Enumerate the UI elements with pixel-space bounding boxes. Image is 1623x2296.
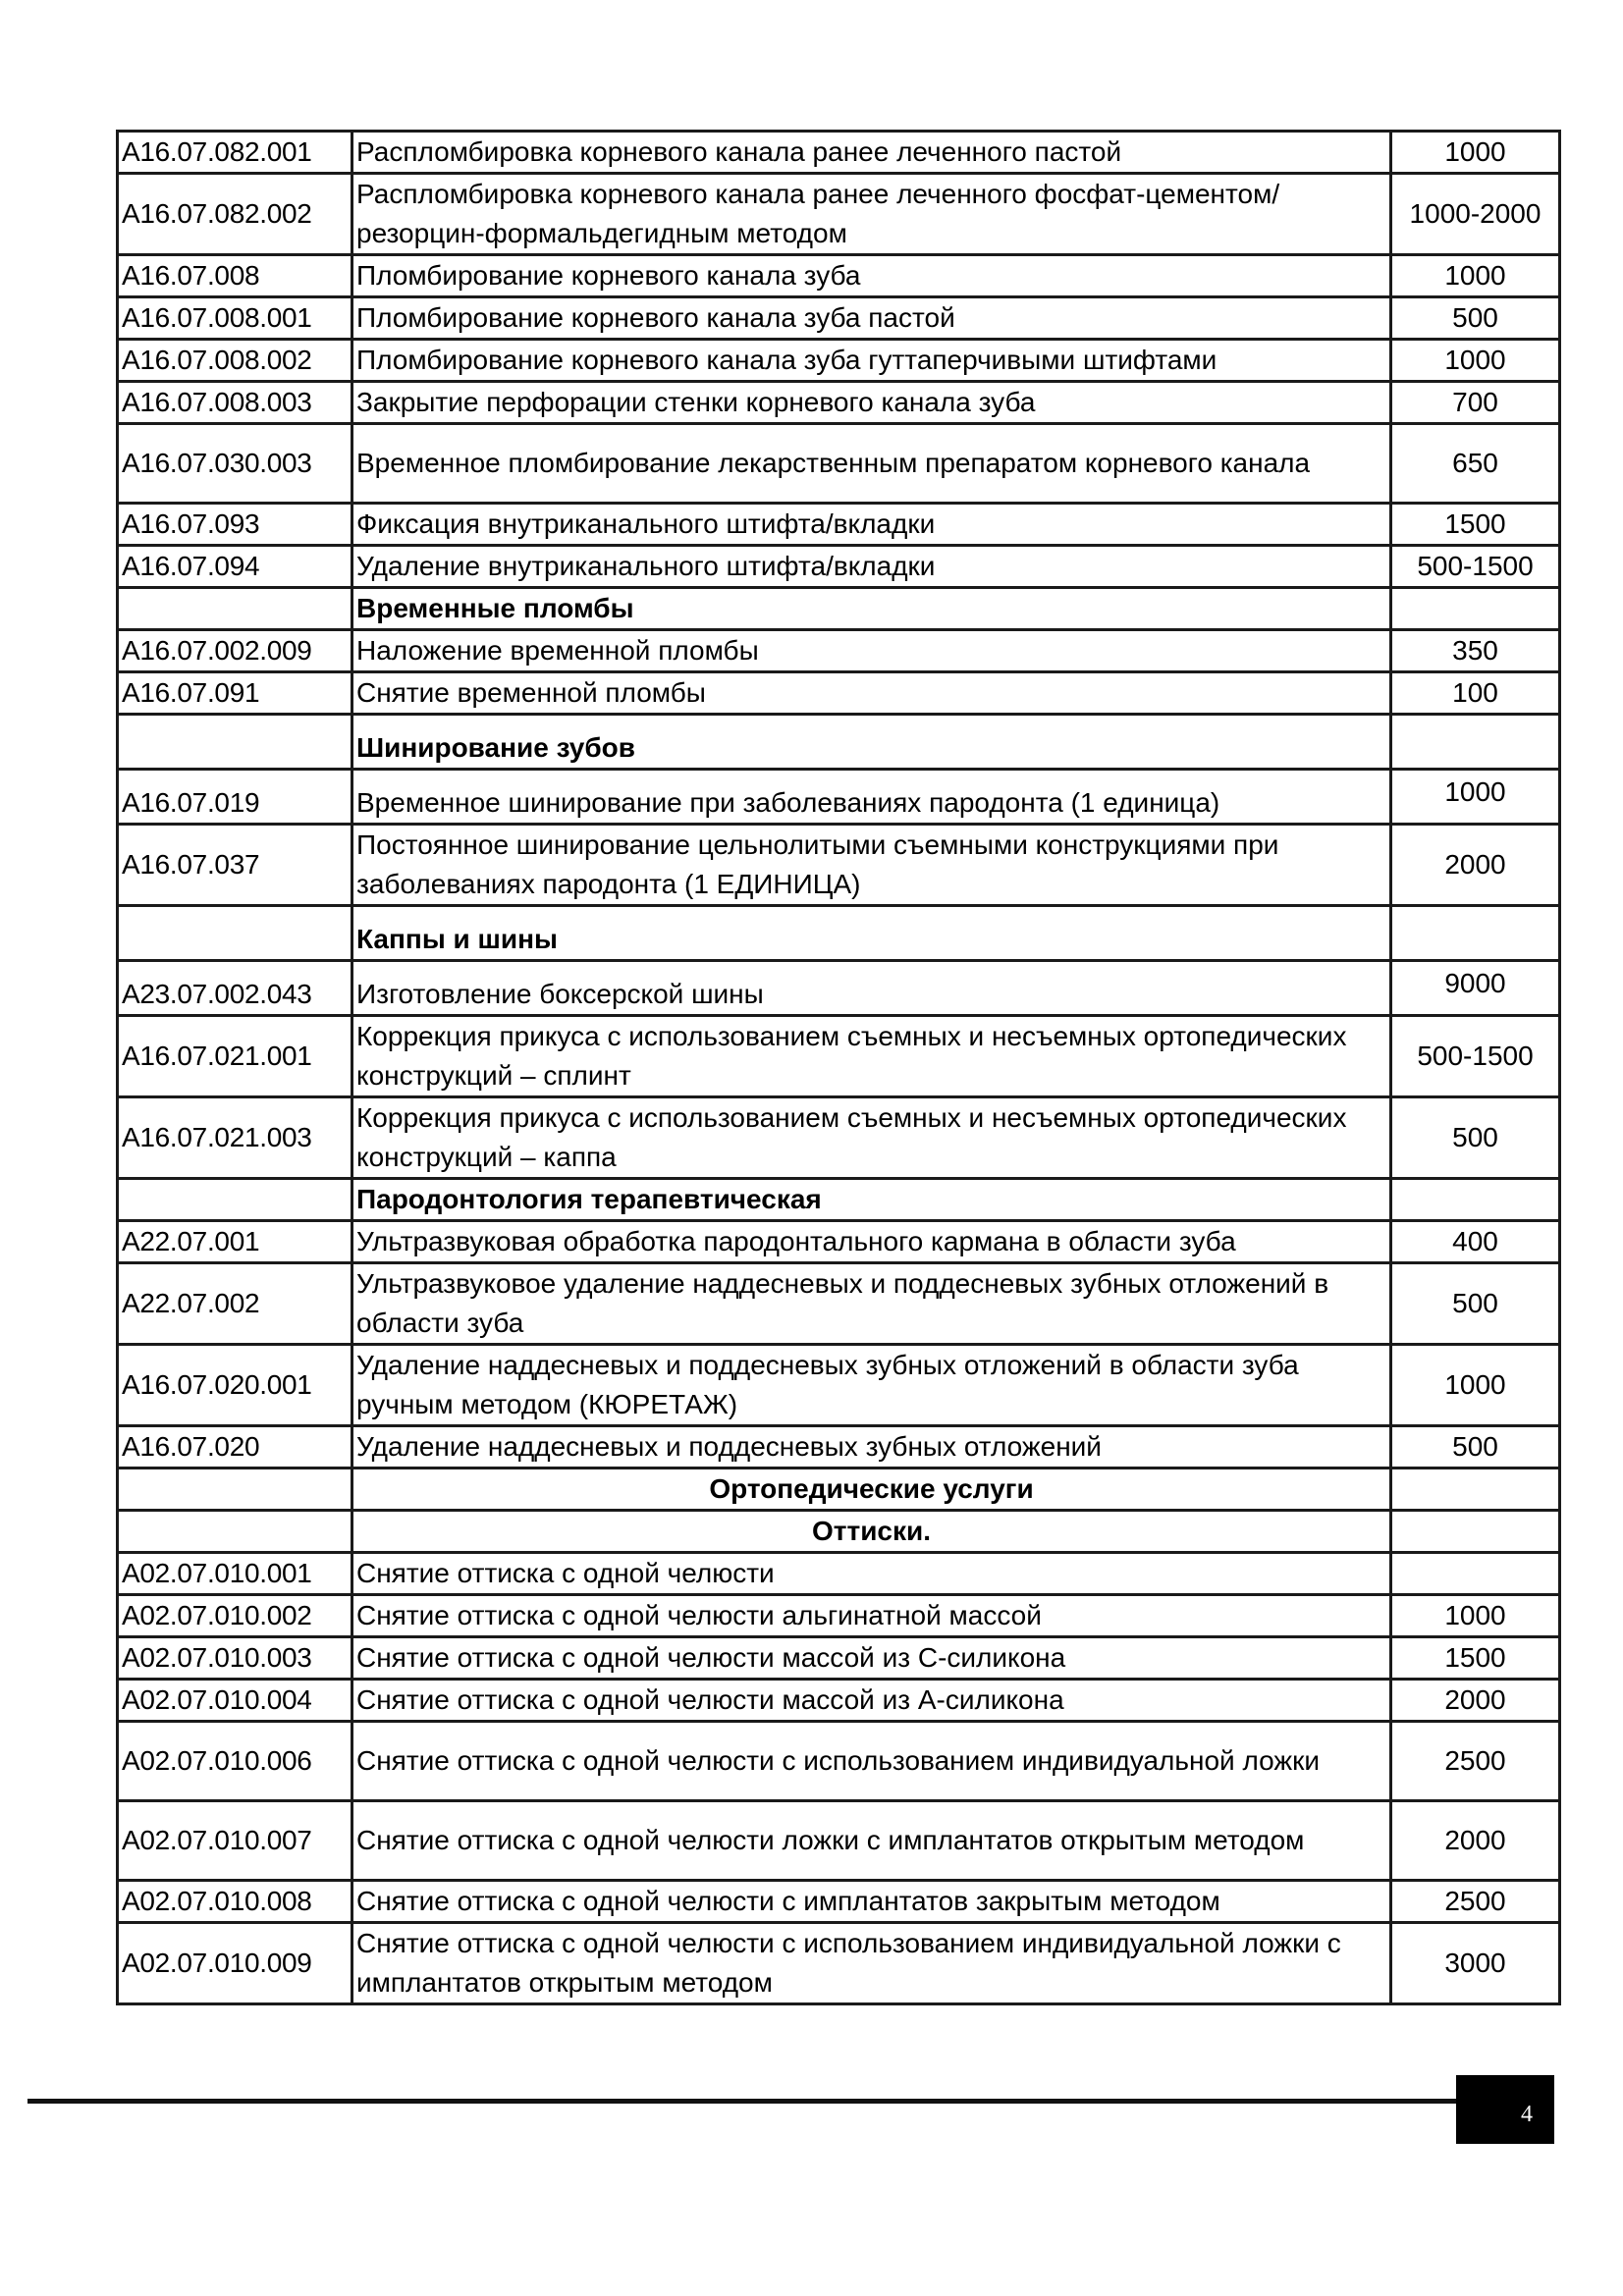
- service-name: Распломбировка корневого канала ранее леченного пастой: [352, 132, 1391, 174]
- table-row: [118, 297, 1560, 340]
- service-name: Снятие оттиска с одной челюсти ложки с имплантатов открытым методом: [352, 1801, 1391, 1881]
- price-list-table: [116, 130, 1561, 2005]
- service-price: 1000: [1391, 255, 1560, 297]
- table-row: [118, 630, 1560, 672]
- table-row: [118, 1426, 1560, 1468]
- service-price: 500: [1391, 1097, 1560, 1179]
- service-code: [118, 588, 352, 630]
- service-name: Ультразвуковое удаление наддесневых и поддесневых зубных отложений в области зуба: [352, 1263, 1391, 1345]
- service-price: [1391, 906, 1560, 961]
- service-code: A16.07.094: [118, 546, 352, 588]
- service-name: Снятие временной пломбы: [352, 672, 1391, 715]
- service-price: 1500: [1391, 504, 1560, 546]
- service-code: A23.07.002.043: [118, 961, 352, 1016]
- section-title: Пародонтология терапевтическая: [352, 1179, 1391, 1221]
- service-code: A16.07.091: [118, 672, 352, 715]
- service-price: 650: [1391, 424, 1560, 504]
- table-row: [118, 546, 1560, 588]
- section-title: Ортопедические услуги: [352, 1468, 1391, 1511]
- service-code: A16.07.008.001: [118, 297, 352, 340]
- service-name: Постоянное шинирование цельнолитыми съемными конструкциями при заболеваниях пародонта (1 ЕДИНИЦА): [352, 825, 1391, 906]
- table-row: [118, 1016, 1560, 1097]
- service-price: 1500: [1391, 1637, 1560, 1680]
- table-row: [118, 672, 1560, 715]
- service-price: 1000: [1391, 340, 1560, 382]
- service-price: [1391, 1179, 1560, 1221]
- service-code: A16.07.021.001: [118, 1016, 352, 1097]
- service-price: 2000: [1391, 1680, 1560, 1722]
- table-row: [118, 132, 1560, 174]
- service-code: A16.07.020.001: [118, 1345, 352, 1426]
- table-row: [118, 382, 1560, 424]
- service-code: A16.07.020: [118, 1426, 352, 1468]
- service-price: 350: [1391, 630, 1560, 672]
- table-row: [118, 1637, 1560, 1680]
- service-name: Изготовление боксерской шины: [352, 961, 1391, 1016]
- service-code: A16.07.021.003: [118, 1097, 352, 1179]
- table-row: [118, 424, 1560, 504]
- table-row: [118, 825, 1560, 906]
- service-code: [118, 715, 352, 770]
- service-price: 2500: [1391, 1722, 1560, 1801]
- section-title: Каппы и шины: [352, 906, 1391, 961]
- service-price: 500-1500: [1391, 1016, 1560, 1097]
- service-code: A02.07.010.009: [118, 1923, 352, 2004]
- service-price: 700: [1391, 382, 1560, 424]
- service-code: A22.07.001: [118, 1221, 352, 1263]
- service-price: 1000: [1391, 132, 1560, 174]
- service-code: A02.07.010.007: [118, 1801, 352, 1881]
- table-row: [118, 1553, 1560, 1595]
- service-name: Снятие оттиска с одной челюсти массой из А-силикона: [352, 1680, 1391, 1722]
- service-name: Ультразвуковая обработка пародонтального кармана в области зуба: [352, 1221, 1391, 1263]
- service-name: Фиксация внутриканального штифта/вкладки: [352, 504, 1391, 546]
- service-name: Коррекция прикуса с использованием съемных и несъемных ортопедических конструкций – сплинт: [352, 1016, 1391, 1097]
- service-code: A02.07.010.006: [118, 1722, 352, 1801]
- table-row: [118, 255, 1560, 297]
- section-header-row: [118, 1511, 1560, 1553]
- service-name: Пломбирование корневого канала зуба: [352, 255, 1391, 297]
- table-row: [118, 1345, 1560, 1426]
- service-code: A02.07.010.003: [118, 1637, 352, 1680]
- section-title: Временные пломбы: [352, 588, 1391, 630]
- page-number-box: [1456, 2075, 1554, 2144]
- service-price: 1000-2000: [1391, 174, 1560, 255]
- service-code: A16.07.019: [118, 770, 352, 825]
- section-header-row: [118, 588, 1560, 630]
- table-row: [118, 770, 1560, 825]
- price-list-body: [118, 132, 1560, 2004]
- service-code: A16.07.008.002: [118, 340, 352, 382]
- section-title: Оттиски.: [352, 1511, 1391, 1553]
- page-number: 4: [1521, 2101, 1533, 2127]
- table-row: [118, 1097, 1560, 1179]
- service-name: Снятие оттиска с одной челюсти с имплантатов закрытым методом: [352, 1881, 1391, 1923]
- service-name: Закрытие перфорации стенки корневого канала зуба: [352, 382, 1391, 424]
- service-name: Распломбировка корневого канала ранее леченного фосфат-цементом/ резорцин-формальдегидным методом: [352, 174, 1391, 255]
- service-price: 500: [1391, 1263, 1560, 1345]
- service-code: A02.07.010.002: [118, 1595, 352, 1637]
- service-price: 2000: [1391, 825, 1560, 906]
- service-code: A02.07.010.004: [118, 1680, 352, 1722]
- service-name: Снятие оттиска с одной челюсти массой из С-силикона: [352, 1637, 1391, 1680]
- table-row: [118, 1221, 1560, 1263]
- service-price: [1391, 1553, 1560, 1595]
- table-row: [118, 1923, 1560, 2004]
- footer-rule: [27, 2099, 1461, 2104]
- service-code: A16.07.002.009: [118, 630, 352, 672]
- section-header-row: [118, 1179, 1560, 1221]
- service-code: [118, 906, 352, 961]
- service-code: [118, 1179, 352, 1221]
- service-price: [1391, 715, 1560, 770]
- section-title: Шинирование зубов: [352, 715, 1391, 770]
- service-code: A22.07.002: [118, 1263, 352, 1345]
- table-row: [118, 1881, 1560, 1923]
- table-row: [118, 1595, 1560, 1637]
- service-code: A02.07.010.001: [118, 1553, 352, 1595]
- service-price: [1391, 1511, 1560, 1553]
- service-code: A16.07.082.001: [118, 132, 352, 174]
- table-row: [118, 1722, 1560, 1801]
- service-name: Снятие оттиска с одной челюсти альгинатной массой: [352, 1595, 1391, 1637]
- service-price: 2500: [1391, 1881, 1560, 1923]
- service-price: 3000: [1391, 1923, 1560, 2004]
- service-name: Наложение временной пломбы: [352, 630, 1391, 672]
- service-name: Снятие оттиска с одной челюсти: [352, 1553, 1391, 1595]
- service-price: [1391, 588, 1560, 630]
- service-price: [1391, 1468, 1560, 1511]
- service-name: Снятие оттиска с одной челюсти с использованием индивидуальной ложки: [352, 1722, 1391, 1801]
- service-name: Коррекция прикуса с использованием съемных и несъемных ортопедических конструкций – каппа: [352, 1097, 1391, 1179]
- table-row: [118, 340, 1560, 382]
- table-row: [118, 1801, 1560, 1881]
- service-name: Удаление наддесневых и поддесневых зубных отложений: [352, 1426, 1391, 1468]
- service-price: 500: [1391, 297, 1560, 340]
- service-name: Удаление наддесневых и поддесневых зубных отложений в области зуба ручным методом (КЮРЕТАЖ): [352, 1345, 1391, 1426]
- service-price: 500: [1391, 1426, 1560, 1468]
- table-row: [118, 1263, 1560, 1345]
- service-price: 1000: [1391, 770, 1560, 825]
- service-code: A16.07.037: [118, 825, 352, 906]
- service-code: [118, 1468, 352, 1511]
- service-name: Временное пломбирование лекарственным препаратом корневого канала: [352, 424, 1391, 504]
- service-price: 9000: [1391, 961, 1560, 1016]
- service-code: A16.07.082.002: [118, 174, 352, 255]
- service-code: A02.07.010.008: [118, 1881, 352, 1923]
- service-price: 500-1500: [1391, 546, 1560, 588]
- service-code: [118, 1511, 352, 1553]
- table-row: [118, 1680, 1560, 1722]
- service-price: 1000: [1391, 1345, 1560, 1426]
- service-name: Временное шинирование при заболеваниях пародонта (1 единица): [352, 770, 1391, 825]
- service-name: Пломбирование корневого канала зуба пастой: [352, 297, 1391, 340]
- service-code: A16.07.008: [118, 255, 352, 297]
- section-header-row: [118, 1468, 1560, 1511]
- service-price: 1000: [1391, 1595, 1560, 1637]
- service-code: A16.07.093: [118, 504, 352, 546]
- service-name: Снятие оттиска с одной челюсти с использованием индивидуальной ложки с имплантатов открытым методом: [352, 1923, 1391, 2004]
- section-header-row: [118, 715, 1560, 770]
- service-price: 100: [1391, 672, 1560, 715]
- service-price: 2000: [1391, 1801, 1560, 1881]
- section-header-row: [118, 906, 1560, 961]
- service-name: Удаление внутриканального штифта/вкладки: [352, 546, 1391, 588]
- table-row: [118, 504, 1560, 546]
- service-code: A16.07.008.003: [118, 382, 352, 424]
- service-price: 400: [1391, 1221, 1560, 1263]
- table-row: [118, 961, 1560, 1016]
- table-row: [118, 174, 1560, 255]
- service-name: Пломбирование корневого канала зуба гуттаперчивыми штифтами: [352, 340, 1391, 382]
- service-code: A16.07.030.003: [118, 424, 352, 504]
